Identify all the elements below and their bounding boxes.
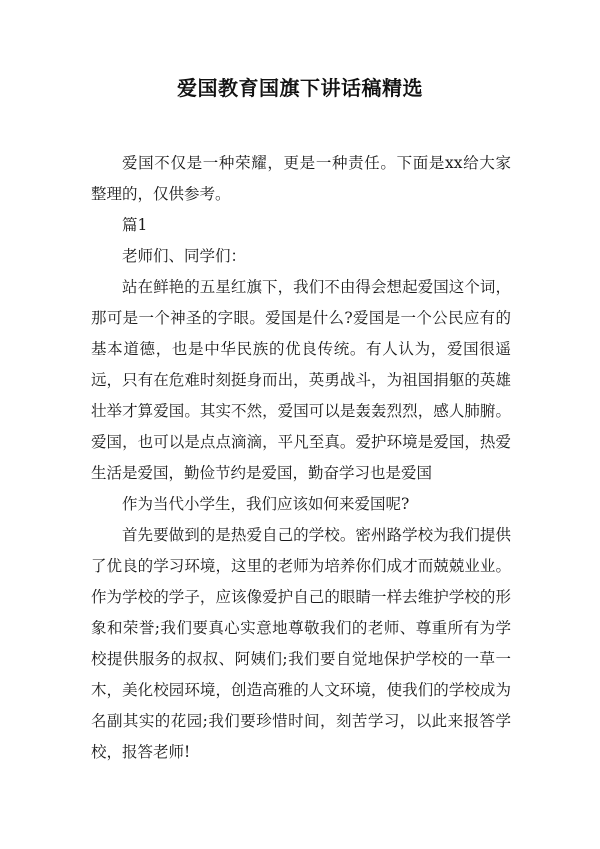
document-body [91, 148, 511, 768]
body-paragraph-1: 站在鲜艳的五星红旗下，我们不由得会想起爱国这个词，那可是一个神圣的字眼。爱国是什么?爱国是一个公民应有的基本道德，也是中华民族的优良传统。有人认为，爱国很遥远，只有在危难时刻挺身而出，英勇战斗，为祖国捐躯的英雄壮举才算爱国。其实不然，爱国可以是轰轰烈烈，感人肺腑。爱国，也可以是点点滴滴，平凡至真。爱护环境是爱国，热爱生活是爱国，勤俭节约是爱国，勤奋学习也是爱国 [91, 278, 511, 482]
salutation: 老师们、同学们： [122, 247, 247, 265]
document-title: 爱国教育国旗下讲话稿精选 [177, 76, 423, 100]
body-paragraph-2: 作为当代小学生，我们应该如何来爱国呢? [122, 495, 410, 513]
section-heading: 篇1 [122, 216, 148, 234]
intro-paragraph: 爱国不仅是一种荣耀，更是一种责任。下面是xx给大家整理的，仅供参考。 [91, 154, 511, 203]
body-paragraph-3: 首先要做到的是热爱自己的学校。密州路学校为我们提供了优良的学习环境，这里的老师为培养你们成才而兢兢业业。作为学校的学子，应该像爱护自己的眼睛一样去维护学校的形象和荣誉;我们要真心实意地尊敬我们的老师、尊重所有为学校提供服务的叔叔、阿姨们;我们要自觉地保护学校的一草一木，美化校园环境，创造高雅的人文环境，使我们的学校成为名副其实的花园;我们要珍惜时间，刻苦学习，以此来报答学校，报答老师! [91, 526, 511, 761]
